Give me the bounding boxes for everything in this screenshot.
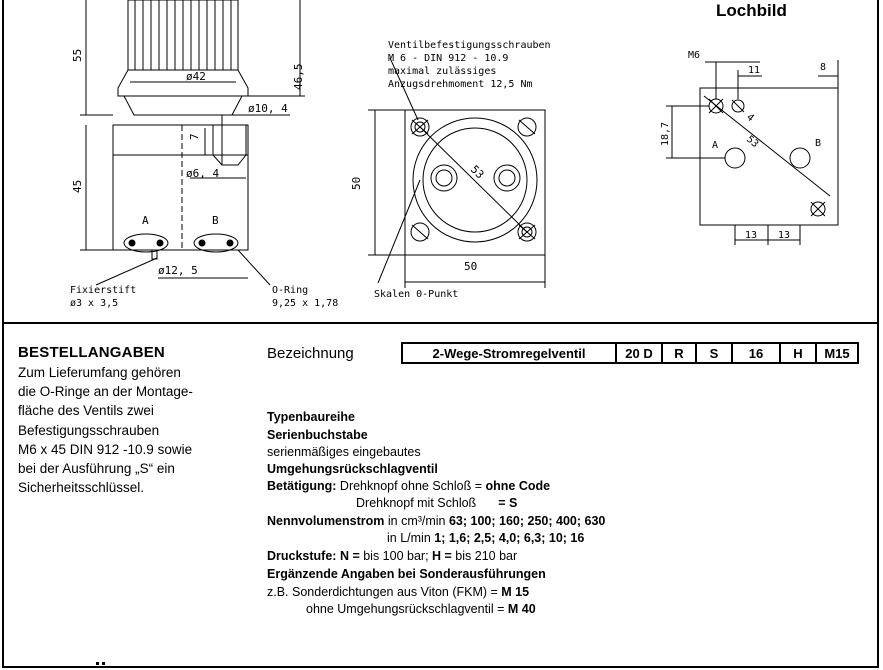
flow-values-1: 63; 100; 160; 250; 400; 630 <box>448 514 606 528</box>
flow-label: Nennvolumenstrom <box>267 514 385 528</box>
dim-12-5: ø12, 5 <box>158 264 198 277</box>
flow-unit-2: in L/min <box>387 531 435 545</box>
actuation-opt-2: Drehknopf mit Schloß <box>356 496 477 510</box>
actuation-opt-1: Drehknopf ohne Schloß = <box>336 479 486 493</box>
pressure-n: N = <box>339 549 360 563</box>
actuation-opt-1-code: ohne Code <box>485 479 551 493</box>
code-pressure: H <box>779 344 815 362</box>
order-body-line: Zum Lieferumfang gehören <box>18 365 181 380</box>
legend-flow-2 <box>387 531 584 545</box>
legend-type-series: Typenbaureihe <box>267 410 355 424</box>
flow-values-2: 1; 1,6; 2,5; 4,0; 6,3; 10; 16 <box>434 531 585 545</box>
designation-label: Bezeichnung <box>267 345 354 362</box>
dim-45: 45 <box>71 179 84 193</box>
code-actuation: S <box>695 344 731 362</box>
front-note-1: Ventilbefestigungsschrauben <box>388 40 551 51</box>
dim-7: 7 <box>188 133 201 140</box>
pressure-label: Druckstufe: <box>267 549 340 563</box>
legend-bypass: Umgehungsrückschlagventil <box>267 462 438 476</box>
legend-pressure <box>267 549 517 563</box>
legend-bypass-pre: serienmäßiges eingebautes <box>267 445 421 459</box>
code-flow: 16 <box>731 344 779 362</box>
hole-dim-53: 53 <box>744 133 761 151</box>
legend-special-1 <box>267 585 529 599</box>
designation-code-row <box>401 342 859 364</box>
hole-pattern-title: Lochbild <box>716 1 787 20</box>
dim-6-4: ø6, 4 <box>186 167 220 180</box>
front-note-2: M 6 - DIN 912 - 10.9 <box>388 53 509 64</box>
order-body-line: fläche des Ventils zwei <box>18 403 154 419</box>
legend-flow-1 <box>267 514 605 528</box>
order-body-line: bei der Ausführung „S“ ein <box>18 461 175 477</box>
section-divider <box>2 322 879 324</box>
hole-dim-13-b: 13 <box>778 230 791 241</box>
oring-note-2: 9,25 x 1,78 <box>272 298 339 309</box>
pressure-h-value: bis 210 bar <box>451 549 518 563</box>
legend-special-2 <box>306 602 536 616</box>
dim-42: ø42 <box>186 70 206 83</box>
dim-10-4: ø10, 4 <box>248 102 288 115</box>
special-2-code: M 40 <box>507 602 536 616</box>
order-body-line: Sicherheitsschlüssel. <box>18 480 145 496</box>
legend-actuation-2 <box>356 496 517 510</box>
port-b-label: B <box>212 214 219 227</box>
hole-dim-8: 8 <box>820 62 827 73</box>
code-series: 20 D <box>615 344 661 362</box>
pressure-n-value: bis 100 bar; <box>359 549 433 563</box>
hole-port-a: A <box>712 140 719 151</box>
special-1-text: z.B. Sonderdichtungen aus Viton (FKM) = <box>267 585 502 599</box>
zero-point-note: Skalen 0-Punkt <box>374 289 459 300</box>
actuation-label: Betätigung: <box>267 479 337 493</box>
technical-drawing <box>0 0 883 322</box>
front-dim-50-v: 50 <box>350 176 363 190</box>
order-title: BESTELLANGABEN <box>18 344 165 361</box>
special-1-code: M 15 <box>501 585 530 599</box>
hole-dim-13-a: 13 <box>745 230 758 241</box>
port-a-label: A <box>142 214 149 227</box>
hole-m6: M6 <box>688 50 701 61</box>
hole-dim-18-7: 18,7 <box>660 121 671 146</box>
pressure-h: H = <box>432 549 452 563</box>
hole-dim-4: 4 <box>744 111 756 125</box>
actuation-opt-2-code: = S <box>498 496 518 510</box>
front-note-4: Anzugsdrehmoment 12,5 Nm <box>388 79 533 90</box>
pin-note-2: ø3 x 3,5 <box>70 298 119 309</box>
front-dim-53: 53 <box>467 162 487 182</box>
hole-dim-11: 11 <box>748 65 761 76</box>
code-bypass: R <box>661 344 695 362</box>
order-body <box>18 363 253 497</box>
front-dim-50-h: 50 <box>464 260 478 273</box>
legend-actuation <box>267 479 550 493</box>
cut-off-glyph-icon <box>95 662 107 666</box>
dim-46-5: 46,5 <box>292 63 305 90</box>
hole-port-b: B <box>815 138 822 149</box>
dim-55: 55 <box>71 48 84 62</box>
oring-note-1: O-Ring <box>272 285 309 296</box>
order-body-line: Befestigungsschrauben <box>18 422 160 438</box>
flow-unit-1: in cm³/min <box>384 514 449 528</box>
legend-special: Ergänzende Angaben bei Sonderausführungen <box>267 567 546 581</box>
code-special: M15 <box>815 344 857 362</box>
order-body-line: die O-Ringe an der Montage- <box>18 384 193 400</box>
pin-note-1: Fixierstift <box>70 285 137 296</box>
legend-series-letter: Serienbuchstabe <box>267 428 368 442</box>
front-note-3: maximal zulässiges <box>388 66 497 77</box>
order-body-line: M6 x 45 DIN 912 -10.9 sowie <box>18 441 193 457</box>
special-2-text: ohne Umgehungsrückschlagventil = <box>306 602 508 616</box>
code-type: 2-Wege-Stromregelventil <box>432 345 586 361</box>
